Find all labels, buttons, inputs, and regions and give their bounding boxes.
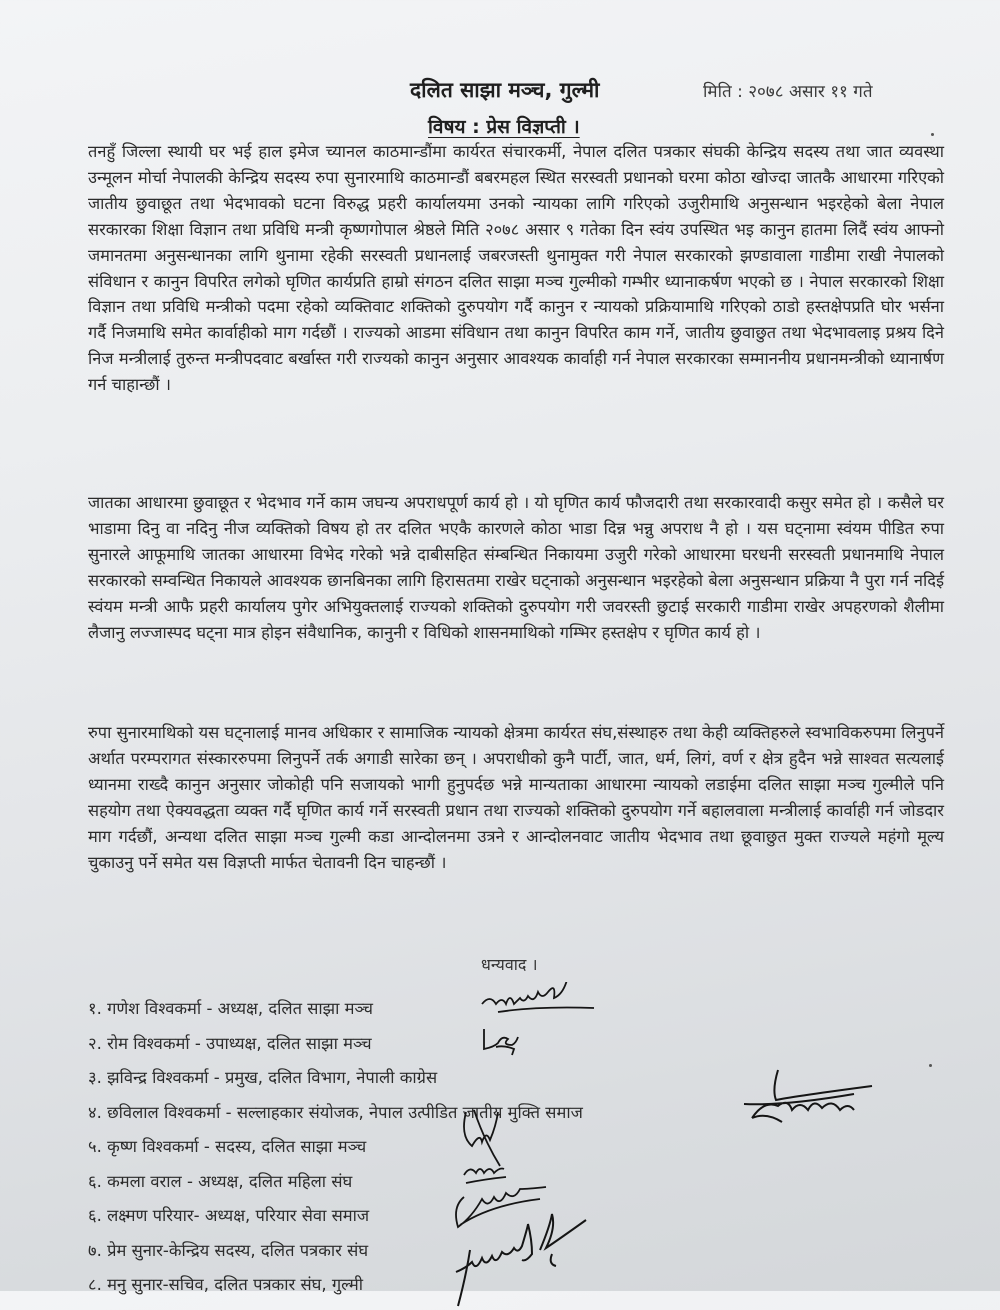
handwritten-signature-icon <box>480 1025 520 1057</box>
handwritten-signature-icon <box>456 1104 506 1168</box>
signatory-text: १. गणेश विश्वकर्मा - अध्यक्ष, दलित साझा मञ्च <box>88 999 374 1018</box>
paper-speck <box>929 1064 932 1067</box>
signatory-text: ३. झविन्द्र विश्वकर्मा - प्रमुख, दलित विभाग, नेपाली काग्रेस <box>88 1068 438 1087</box>
signatory-text: ६. कमला वराल - अध्यक्ष, दलित महिला संघ <box>88 1171 353 1191</box>
closing-thanks: धन्यवाद । <box>481 955 538 974</box>
body-paragraph-1: तनहुँ जिल्ला स्थायी घर भई हाल इमेज च्यानल काठमान्डौंमा कार्यरत संचारकर्मी, नेपाल दलित पत्रकार संघकी केन्द्रिय सदस्य तथा जात व्यवस्था उन्मूलन मोर्चा नेपालकी केन्द्रिय सदस्य रुपा सुनारमाथि काठमान्डौं बबरमहल स्थित सरस्वती प्रधानको घरमा कोठा खोज्दा जातकै आधारमा गरिएको जातीय छुवाछूत तथा भेदभावको घटना विरुद्ध प्रहरी कार्यालयमा उनको न्यायका लागि गरिएको उजुरीमाथि अनुसन्धान भइरहेको बेला नेपाल सरकारका शिक्षा विज्ञान तथा प्रविधि मन्त्री कृष्णगोपाल श्रेष्ठले मिति २०७८ असार ९ गतेका दिन स्वंय उपस्थित भइ कानुन हातमा लिदैं स्वंय आफ्नो जमानतमा अनुसन्धानका लागि थुनामा रहेकी सरस्वती प्रधानलाई जबरजस्ती थुनामुक्त गरी नेपाल सरकारको झण्डावाला गाडीमा राखी नेपालको संविधान र कानुन विपरित लगेको घृणित कार्यप्रति हाम्रो संगठन दलित साझा मञ्च गुल्मीको गम्भीर ध्यानाकर्षण भएको छ । नेपाल सरकारको शिक्षा विज्ञान तथा प्रविधि मन्त्रीको पदमा रहेको व्यक्तिवाट शक्तिको दुरुपयोग गर्दै कानुन र न्यायको प्रक्रियामाथि गरिएको ठाडो हस्तक्षेपप्रति घोर भर्सना गर्दै निजमाथि समेत कार्वाहीको माग गर्दछौं । राज्यको आडमा संविधान तथा कानुन विपरित काम गर्ने, जातीय छुवाछुत तथा भेदभावलाइ प्रश्रय दिने निज मन्त्रीलाई तुरुन्त मन्त्रीपदवाट बर्खास्त गरी राज्यको कानुन अनुसार आवश्यक कार्वाही गर्न नेपाल सरकारका सम्माननीय प्रधानमन्त्रीको ध्यानार्षण गर्न चाहान्छौं । <box>88 142 944 395</box>
handwritten-signature-icon <box>738 1066 878 1132</box>
signatory-text: २. रोम विश्वकर्मा - उपाध्यक्ष, दलित साझा मञ्च <box>88 1033 372 1053</box>
signatory-text: ४. छविलाल विश्वकर्मा - सल्लाहकार संयोजक, नेपाल उत्पीडित जातीय मुक्ति समाज <box>88 1102 583 1122</box>
handwritten-signature-icon <box>452 1210 592 1310</box>
handwritten-signature-icon <box>478 982 598 1022</box>
signatory-text: ८. मनु सुनार-सचिव, दलित पत्रकार संघ, गुल्मी <box>88 1275 364 1294</box>
signatory-text: ७. प्रेम सुनार-केन्द्रिय सदस्य, दलित पत्रकार संघ <box>88 1240 369 1260</box>
signatory-row <box>88 1094 968 1129</box>
signatory-text: ६. लक्ष्मण परियार- अध्यक्ष, परियार सेवा समाज <box>88 1206 370 1225</box>
paper-speck <box>931 133 934 136</box>
document-subject: विषय : प्रेस विज्ञप्ती । <box>428 116 580 138</box>
organization-title: दलित साझा मञ्च, गुल्मी <box>410 78 600 102</box>
signatory-text: ५. कृष्ण विश्वकर्मा - सदस्य, दलित साझा मञ्च <box>88 1137 367 1156</box>
document-date: मिति : २०७८ असार ११ गते <box>703 82 873 102</box>
signatory-row <box>88 990 968 1025</box>
signatory-row <box>88 1025 968 1060</box>
body-paragraph-2: जातका आधारमा छुवाछूत र भेदभाव गर्ने काम जघन्य अपराधपूर्ण कार्य हो । यो घृणित कार्य फौजदारी तथा सरकारवादी कसुर समेत हो । कसैले घर भाडामा दिनु वा नदिनु नीज व्यक्तिको विषय हो तर दलित भएकै कारणले कोठा भाडा दिन्न भन्नु अपराध नै हो । यस घट्नामा स्वंयम पीडित रुपा सुनारले आफूमाथि जातका आधारमा विभेद गरेको भन्ने दाबीसहित संम्बन्धित निकायमा उजुरी गरेको आधारमा घरधनी सरस्वती प्रधानमाथि नेपाल सरकारको सम्वन्धित निकायले आवश्यक छानबिनका लागि हिरासतमा राखेर घट्नाको अनुसन्धान भइरहेको बेला अनुसन्धान प्रक्रिया नै पुरा गर्न नदिई स्वंयम मन्त्री आफै प्रहरी कार्यालय पुगेर अभियुक्तलाई राज्यको शक्तिको दुरुपयोग गरी जवरस्ती छुटाई सरकारी गाडीमा राखेर अपहरणको शैलीमा लैजानु लज्जास्पद घट्ना मात्र होइन संवैधानिक, कानुनी र विधिको शासनमाथिको गम्भिर हस्तक्षेप र घृणित कार्य हो । <box>88 493 944 642</box>
signatory-row <box>88 1266 968 1301</box>
signatory-list <box>88 990 968 1301</box>
signatory-row <box>88 1128 968 1163</box>
body-paragraph-3: रुपा सुनारमाथिको यस घट्नालाई मानव अधिकार र सामाजिक न्यायको क्षेत्रमा कार्यरत संघ,संस्थाहरु तथा केही व्यक्तिहरुले स्वभाविकरुपमा लिनुपर्ने अर्थात परम्परागत संस्काररुपमा लिनुपर्ने तर्क अगाडी सारेका छन् । अपराधीको कुनै पार्टी, जात, धर्म, लिगं, वर्ण र क्षेत्र हुदैन भन्ने साश्वत सत्यलाई ध्यानमा राख्दै कानुन अनुसार जोकोही पनि सजायको भागी हुनुपर्दछ भन्ने मान्यताका आधारमा न्यायको लडाईमा दलित साझा मञ्च गुल्मीले पनि सहयोग तथा ऐक्यवद्धता व्यक्त गर्दै घृणित कार्य गर्ने सरस्वती प्रधान तथा राज्यको शक्तिको दुरुपयोग गर्ने बहालवाला मन्त्रीलाई कार्वाही गर्न जोडदार माग गर्दछौं, अन्यथा दलित साझा मञ्च गुल्मी कडा आन्दोलनमा उत्रने र आन्दोलनवाट जातीय भेदभाव तथा छूवाछुत मुक्त राज्यले महंगो मूल्य चुकाउनु पर्ने समेत यस विज्ञप्ती मार्फत चेतावनी दिन चाहन्छौं । <box>88 723 944 872</box>
